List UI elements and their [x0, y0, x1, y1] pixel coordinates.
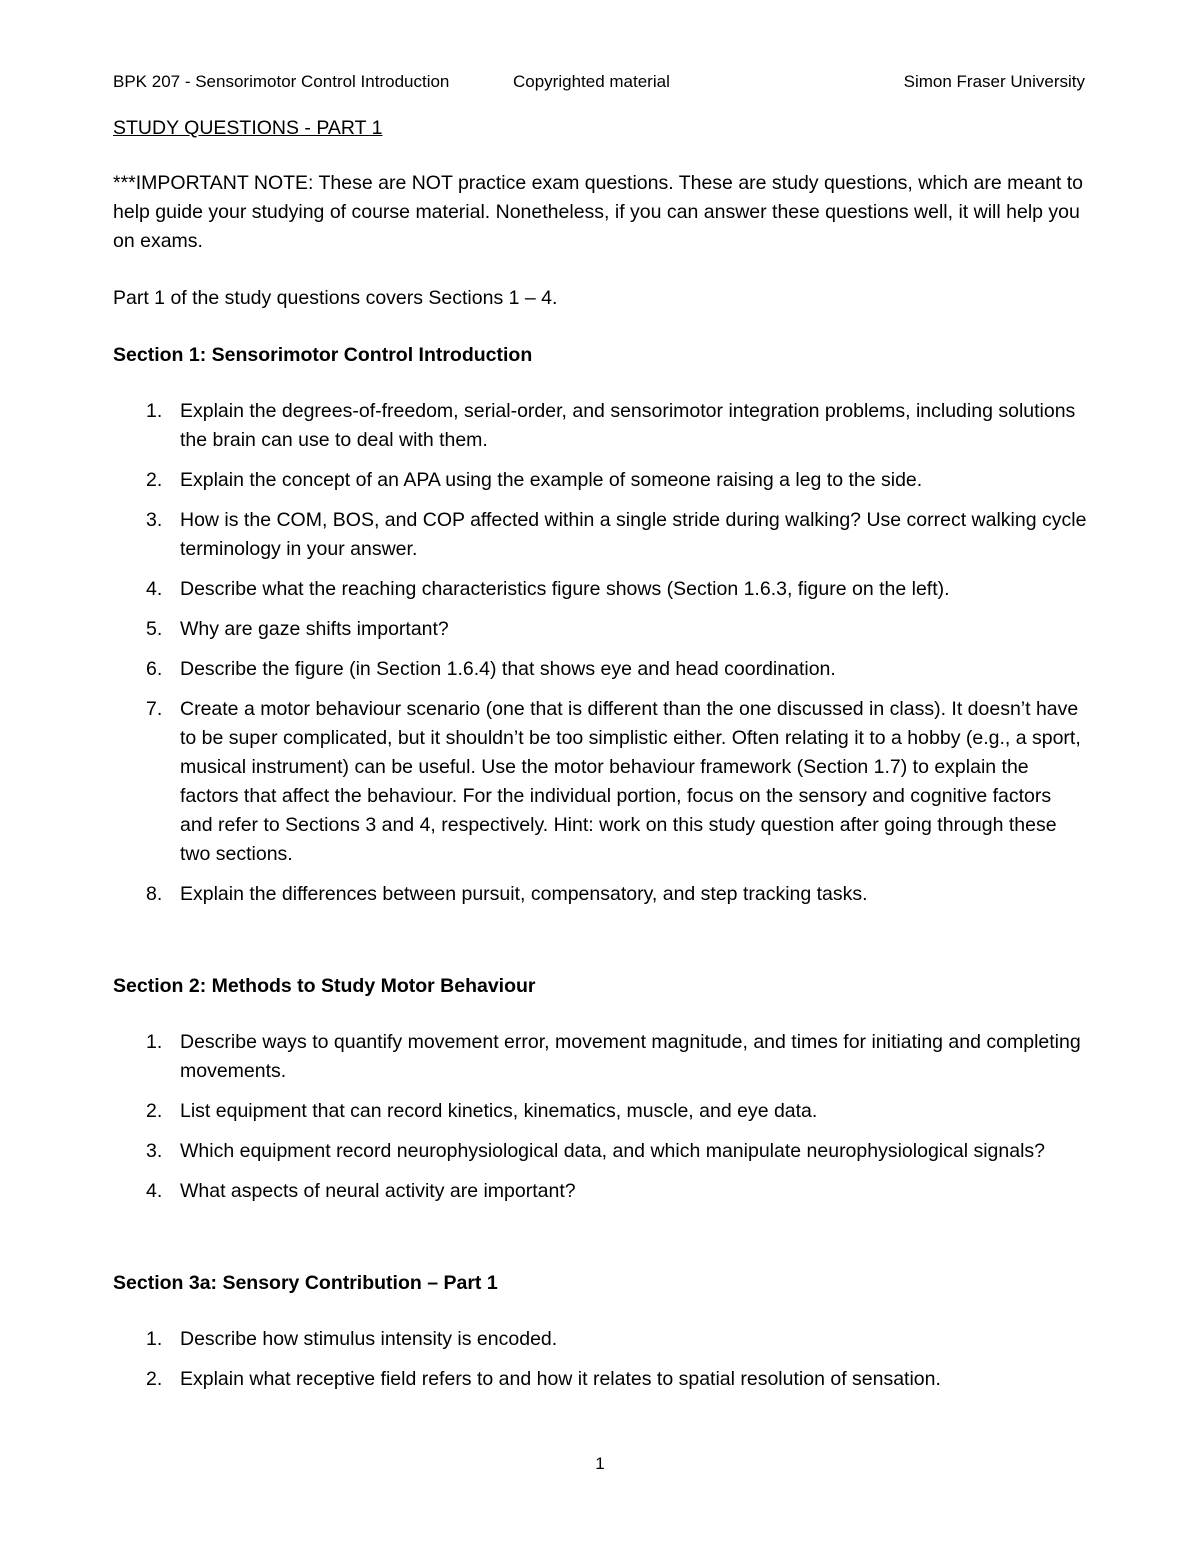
question-text: List equipment that can record kinetics, kinematics, muscle, and eye data.	[180, 1100, 818, 1122]
header-university: Simon Fraser University	[903, 72, 1085, 91]
important-note: ***IMPORTANT NOTE: These are NOT practice exam questions. These are study questions, which are meant to help guide your studying of course material. Nonetheless, if you can answer these questions well, it will help you on exams.	[113, 172, 1084, 252]
question-text: Explain the degrees-of-freedom, serial-order, and sensorimotor integration problems, including solutions the brain can use to deal with them.	[180, 400, 1076, 451]
question-text: Explain the concept of an APA using the example of someone raising a leg to the side.	[180, 469, 923, 491]
question-item	[113, 397, 1089, 455]
question-number: 7.	[146, 698, 163, 720]
question-item	[113, 1177, 1089, 1206]
question-text: Create a motor behaviour scenario (one that is different than the one discussed in class). It doesn’t have to be super complicated, but it shouldn’t be too simplistic either. Often relating it to a hobby (e.g., a sport, musical instrument) can be useful. Use the motor behaviour framework (Section 1.7) to explain the factors that affect the behaviour. For the individual portion, focus on the sensory and cognitive factors and refer to Sections 3 and 4, respectively. Hint: work on this study question after going through these two sections.	[180, 698, 1081, 865]
question-item	[113, 655, 1089, 684]
question-text: What aspects of neural activity are important?	[180, 1180, 576, 1202]
page-content	[113, 114, 1089, 1405]
question-item	[113, 466, 1089, 495]
question-number: 4.	[146, 578, 163, 600]
question-item	[113, 1137, 1089, 1166]
section-spacer	[113, 920, 1089, 972]
question-item	[113, 575, 1089, 604]
question-item	[113, 1325, 1089, 1354]
question-text: Describe what the reaching characteristics figure shows (Section 1.6.3, figure on the left).	[180, 578, 950, 600]
question-number: 1.	[146, 400, 163, 422]
question-text: How is the COM, BOS, and COP affected within a single stride during walking? Use correct walking cycle terminology in your answer.	[180, 509, 1087, 560]
question-item	[113, 1028, 1089, 1086]
question-text: Explain what receptive field refers to and how it relates to spatial resolution of sensation.	[180, 1368, 941, 1390]
section-2-heading: Section 2: Methods to Study Motor Behaviour	[113, 975, 536, 997]
question-number: 2.	[146, 1100, 163, 1122]
question-text: Describe the figure (in Section 1.6.4) that shows eye and head coordination.	[180, 658, 836, 680]
page-number: 1	[595, 1454, 605, 1473]
question-number: 1.	[146, 1328, 163, 1350]
header-course: BPK 207 - Sensorimotor Control Introduction	[113, 72, 450, 91]
question-number: 2.	[146, 1368, 163, 1390]
question-number: 1.	[146, 1031, 163, 1053]
question-number: 3.	[146, 1140, 163, 1162]
question-number: 2.	[146, 469, 163, 491]
question-number: 3.	[146, 509, 163, 531]
section-3a-questions	[113, 1325, 1089, 1394]
section-1-questions	[113, 397, 1089, 909]
section-spacer	[113, 1217, 1089, 1269]
question-item	[113, 880, 1089, 909]
question-item	[113, 506, 1089, 564]
question-text: Explain the differences between pursuit, compensatory, and step tracking tasks.	[180, 883, 868, 905]
question-number: 6.	[146, 658, 163, 680]
question-item	[113, 1097, 1089, 1126]
question-number: 5.	[146, 618, 163, 640]
question-item	[113, 695, 1089, 869]
question-number: 8.	[146, 883, 163, 905]
question-number: 4.	[146, 1180, 163, 1202]
section-2-questions	[113, 1028, 1089, 1206]
section-1-heading: Section 1: Sensorimotor Control Introduction	[113, 344, 533, 366]
question-text: Describe ways to quantify movement error, movement magnitude, and times for initiating and completing movements.	[180, 1031, 1081, 1082]
section-3a-heading: Section 3a: Sensory Contribution – Part 1	[113, 1272, 498, 1294]
header-copyright: Copyrighted material	[513, 72, 670, 91]
question-text: Describe how stimulus intensity is encoded.	[180, 1328, 558, 1350]
question-text: Why are gaze shifts important?	[180, 618, 449, 640]
question-item	[113, 615, 1089, 644]
question-text: Which equipment record neurophysiological data, and which manipulate neurophysiological signals?	[180, 1140, 1046, 1162]
page-header	[113, 72, 1085, 96]
question-item	[113, 1365, 1089, 1394]
part-intro: Part 1 of the study questions covers Sections 1 – 4.	[113, 287, 558, 309]
document-title: STUDY QUESTIONS - PART 1	[113, 117, 383, 139]
